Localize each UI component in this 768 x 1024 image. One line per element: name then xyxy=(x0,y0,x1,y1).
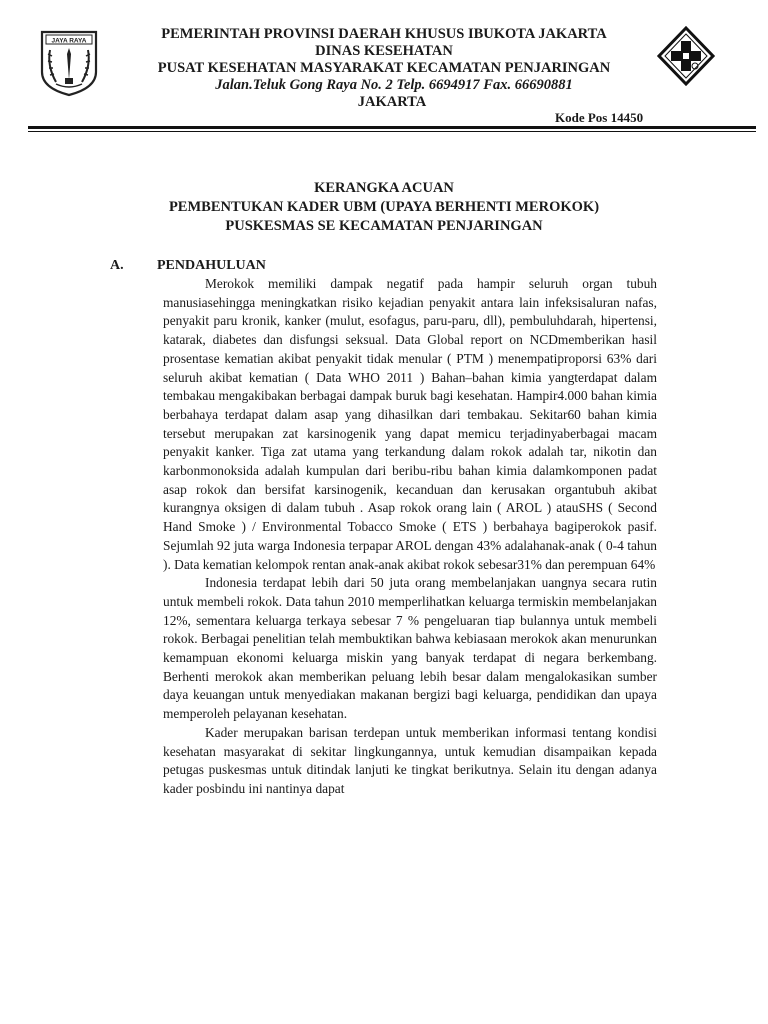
section-heading: PENDAHULUAN xyxy=(157,258,266,273)
document-title-line-3: PUSKESMAS SE KECAMATAN PENJARINGAN xyxy=(225,218,543,234)
paragraph-2: Indonesia terdapat lebih dari 50 juta orang membelanjakan uangnya secara rutin untuk membeli rokok. Data tahun 2010 memperlihatkan keluarga termiskin membelanjakan 12%, sementara keluarga terkaya sebesar 7 % pengeluaran tiap bulannya untuk membeli rokok. Berbagai penelitian telah membuktikan bahwa kebiasaan merokok akan menurunkan kemampuan ekonomi keluarga miskin yang banyak terdapat di negara berkembang. Berhenti merokok akan memberikan peluang lebih besar dalam mengalokasikan sumber daya keuangan untuk menyediakan makanan bergizi bagi keluarga, pendidikan dan upaya memperoleh pelayanan kesehatan. xyxy=(163,575,657,722)
section-body xyxy=(163,275,657,799)
letterhead-address: Jalan.Teluk Gong Raya No. 2 Telp. 6694917 Fax. 66690881 xyxy=(215,77,573,93)
letterhead-line-3: PUSAT KESEHATAN MASYARAKAT KECAMATAN PENJARINGAN xyxy=(157,60,611,76)
document-title-line-2: PEMBENTUKAN KADER UBM (UPAYA BERHENTI MEROKOK) xyxy=(168,199,600,215)
letterhead-line-2: DINAS KESEHATAN xyxy=(315,43,453,59)
letterhead-divider-thin xyxy=(28,131,756,132)
letterhead-line-1: PEMERINTAH PROVINSI DAERAH KHUSUS IBUKOTA JAKARTA xyxy=(161,26,607,42)
postal-code: Kode Pos 14450 xyxy=(555,110,644,125)
letterhead-city: JAKARTA xyxy=(357,94,427,110)
paragraph-3: Kader merupakan barisan terdepan untuk memberikan informasi tentang kondisi kesehatan masyarakat di sekitar lingkungannya, untuk kemudian disampaikan kepada petugas puskesmas untuk ditindak lanjuti ke tingkat berikutnya. Selain itu dengan adanya kader posbindu ini nantinya dapat xyxy=(163,724,657,796)
section-number: A. xyxy=(110,258,124,273)
letterhead-divider-thick xyxy=(28,126,756,129)
emblem-text: JAYA RAYA xyxy=(51,37,87,45)
paragraph-1: Merokok memiliki dampak negatif pada hampir seluruh organ tubuh manusiasehingga meningkatkan risiko kejadian penyakit antara lain infeksisaluran nafas, penyakit paru kronik, kanker (mulut, esofagus, paru-paru, dll), pembuluhdarah, hipertensi, katarak, diabetes dan disfungsi seksual. Data Global report on NCDmemberikan hasil prosentase kematian akibat penyakit tidak menular ( PTM ) menempatiproporsi 63% dari seluruh akibat kematian ( Data WHO 2011 ) Bahan–bahan kimia yangterdapat dalam tembakau mengakibakan berbagai dampak buruk bagi kesehatan. Hampir4.000 bahan kimia berbahaya terdapat dalam asap yang dihasilkan dari tembakau. Sekitar60 bahan kimia tersebut merupakan zat karsinogenik yang dapat memicu terjadinyaberbagai macam penyakit kanker. Tiga zat utama yang terkandung dalam rokok adalah tar, nikotin dan karbonmonoksida adalah kumpulan dari beribu-ribu bahan kimia dalamkomponen padat asap rokok dan bersifat karsinogenik, kecanduan dan kerusakan organtubuh akibat kurangnya oksigen di dalam tubuh . Asap rokok orang lain ( AROL ) atauSHS ( Second Hand Smoke ) / Environmental Tobacco Smoke ( ETS ) berbahaya bagiperokok pasif. Sejumlah 92 juta warga Indonesia terpapar AROL dengan 43% adalahanak-anak ( 0-4 tahun ). Data kematian kelompok rentan anak-anak akibat rokok sebesar31% dan perempuan 64% xyxy=(163,276,657,572)
document-title-line-1: KERANGKA ACUAN xyxy=(314,180,454,196)
